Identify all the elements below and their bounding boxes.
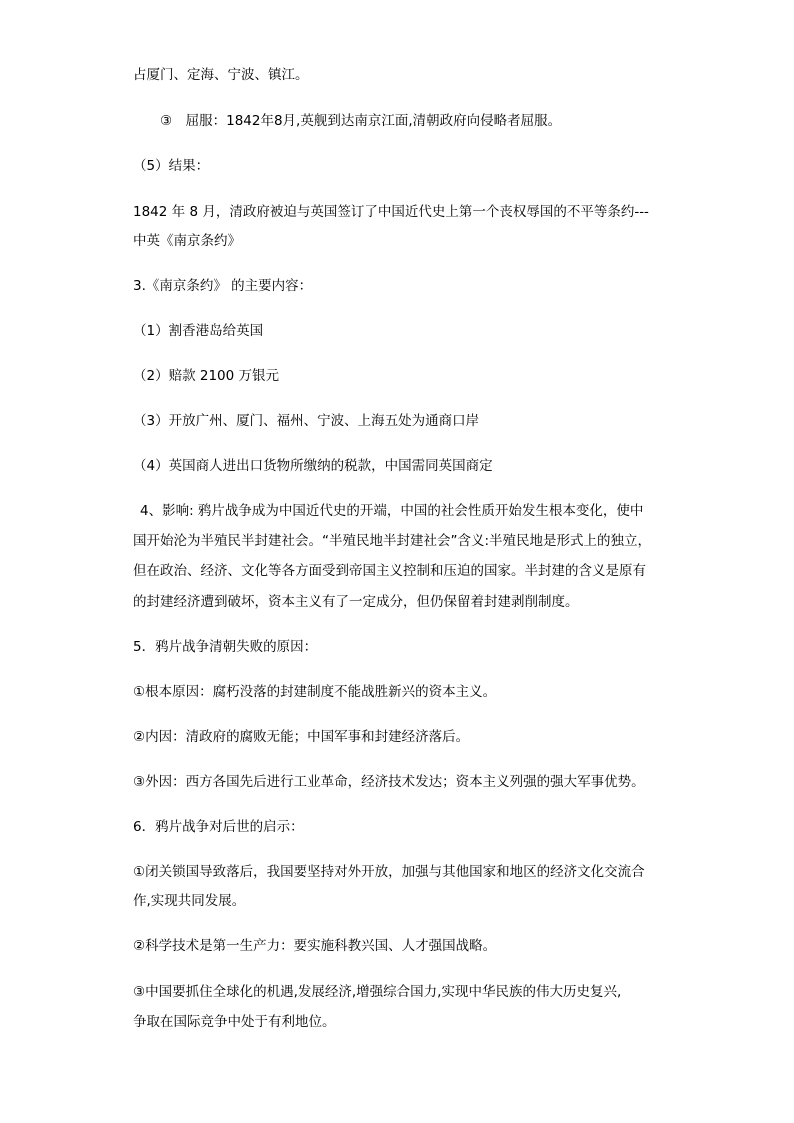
section-heading: 5．鸦片战争清朝失败的原因： <box>133 639 318 655</box>
text-line: 但在政治、经济、文化等各方面受到帝国主义控制和压迫的国家。半封建的含义是原有 <box>133 563 646 579</box>
text-line: （2）赔款 2100 万银元 <box>133 368 280 384</box>
text-line: （1）割香港岛给英国 <box>133 323 264 339</box>
text-line: ①根本原因：腐朽没落的封建制度不能战胜新兴的资本主义。 <box>133 684 497 700</box>
text-line: （5）结果： <box>133 158 210 174</box>
text-line: ③外因：西方各国先后进行工业革命，经济技术发达；资本主义列强的强大军事优势。 <box>133 774 645 790</box>
section-heading: 6．鸦片战争对后世的启示： <box>133 819 304 835</box>
text-line: ②内因：清政府的腐败无能；中国军事和封建经济落后。 <box>133 729 470 745</box>
text-line: 国开始沦为半殖民半封建社会。“半殖民地半封建社会”含义:半殖民地是形式上的独立， <box>133 533 652 549</box>
text-line: 占厦门、定海、宁波、镇江。 <box>133 67 309 83</box>
text-line: ①闭关锁国导致落后，我国要坚持对外开放，加强与其他国家和地区的经济文化交流合 <box>133 864 645 880</box>
text-line: （3）开放广州、厦门、福州、宁波、上海五处为通商口岸 <box>133 413 480 429</box>
section-heading: 4、影响: 鸦片战争成为中国近代史的开端，中国的社会性质开始发生根本变化，使中 <box>140 503 644 519</box>
text-line: ③ 屈服：1842年8月,英舰到达南京江面,清朝政府向侵略者屈服。 <box>160 113 562 129</box>
text-line: （4）英国商人进出口货物所缴纳的税款，中国需同英国商定 <box>133 458 493 474</box>
section-heading: 3.《南京条约》 的主要内容： <box>133 278 313 294</box>
text-line: 争取在国际竞争中处于有利地位。 <box>133 1014 336 1030</box>
text-line: 作,实现共同发展。 <box>133 893 246 909</box>
text-line: 1842 年 8 月，清政府被迫与英国签订了中国近代史上第一个丧权辱国的不平等条约--- <box>133 204 649 220</box>
text-line: ②科学技术是第一生产力：要实施科教兴国、人才强国战略。 <box>133 938 497 954</box>
text-line: 的封建经济遭到破坏，资本主义有了一定成分，但仍保留着封建剥削制度。 <box>133 594 579 610</box>
text-line: 中英《南京条约》 <box>133 233 241 249</box>
text-line: ③中国要抓住全球化的机遇,发展经济,增强综合国力,实现中华民族的伟大历史复兴, <box>133 984 622 1000</box>
